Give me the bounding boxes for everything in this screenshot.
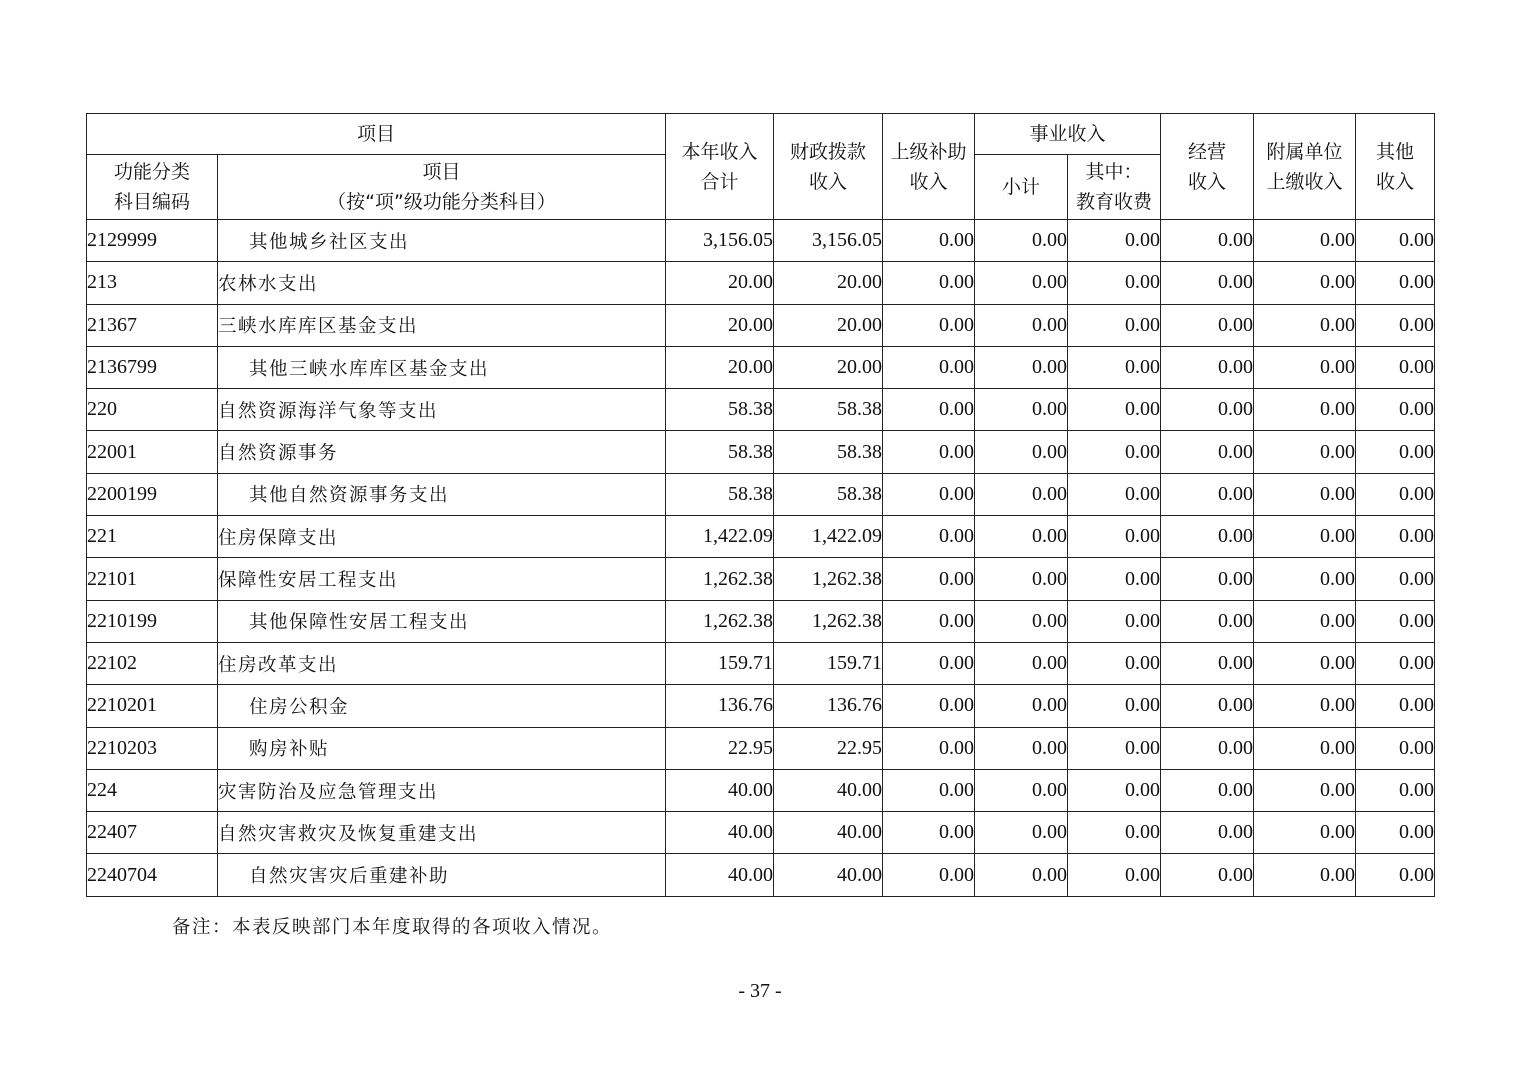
header-business: 事业收入 xyxy=(975,114,1161,155)
table-row xyxy=(87,431,1435,473)
row-name: 三峡水库库区基金支出 xyxy=(218,304,666,346)
row-value: 0.00 xyxy=(1068,854,1161,896)
row-value: 0.00 xyxy=(1161,769,1254,811)
row-name: 住房公积金 xyxy=(218,685,666,727)
row-value: 58.38 xyxy=(666,473,774,515)
row-value: 0.00 xyxy=(883,431,975,473)
row-value: 136.76 xyxy=(774,685,883,727)
row-value: 0.00 xyxy=(1356,346,1435,388)
row-value: 0.00 xyxy=(975,516,1068,558)
row-code: 22102 xyxy=(87,642,218,684)
row-value: 0.00 xyxy=(883,685,975,727)
row-value: 0.00 xyxy=(1068,600,1161,642)
row-value: 0.00 xyxy=(1254,220,1356,262)
row-name: 购房补贴 xyxy=(218,727,666,769)
row-value: 0.00 xyxy=(1356,389,1435,431)
row-value: 40.00 xyxy=(666,769,774,811)
table-row xyxy=(87,220,1435,262)
header-other: 其他 收入 xyxy=(1356,114,1435,220)
row-value: 0.00 xyxy=(1068,769,1161,811)
row-code: 22407 xyxy=(87,812,218,854)
row-value: 0.00 xyxy=(1254,642,1356,684)
row-code: 221 xyxy=(87,516,218,558)
row-value: 20.00 xyxy=(666,262,774,304)
row-value: 0.00 xyxy=(1254,600,1356,642)
row-value: 0.00 xyxy=(975,558,1068,600)
row-value: 0.00 xyxy=(975,685,1068,727)
row-value: 1,262.38 xyxy=(774,558,883,600)
table-row xyxy=(87,304,1435,346)
row-value: 20.00 xyxy=(774,262,883,304)
row-value: 0.00 xyxy=(1254,473,1356,515)
row-value: 0.00 xyxy=(1254,431,1356,473)
row-value: 0.00 xyxy=(1068,431,1161,473)
row-value: 0.00 xyxy=(1161,262,1254,304)
row-value: 40.00 xyxy=(666,854,774,896)
row-value: 0.00 xyxy=(1161,389,1254,431)
income-table xyxy=(86,113,1435,897)
row-value: 0.00 xyxy=(1068,812,1161,854)
row-value: 0.00 xyxy=(975,812,1068,854)
row-value: 0.00 xyxy=(1254,389,1356,431)
row-value: 0.00 xyxy=(975,304,1068,346)
row-code: 2210203 xyxy=(87,727,218,769)
header-fiscal: 财政拨款 收入 xyxy=(774,114,883,220)
row-value: 40.00 xyxy=(774,769,883,811)
row-value: 40.00 xyxy=(774,812,883,854)
row-code: 21367 xyxy=(87,304,218,346)
table-row xyxy=(87,262,1435,304)
row-value: 0.00 xyxy=(1161,346,1254,388)
row-value: 0.00 xyxy=(1161,558,1254,600)
row-value: 0.00 xyxy=(883,262,975,304)
row-value: 0.00 xyxy=(1068,516,1161,558)
row-value: 0.00 xyxy=(1254,727,1356,769)
row-value: 20.00 xyxy=(666,304,774,346)
row-name: 住房改革支出 xyxy=(218,642,666,684)
row-value: 0.00 xyxy=(1254,346,1356,388)
row-value: 0.00 xyxy=(883,389,975,431)
row-value: 0.00 xyxy=(883,600,975,642)
row-value: 3,156.05 xyxy=(774,220,883,262)
row-value: 0.00 xyxy=(1356,727,1435,769)
row-value: 0.00 xyxy=(1356,473,1435,515)
table-row xyxy=(87,558,1435,600)
row-value: 0.00 xyxy=(883,854,975,896)
row-value: 0.00 xyxy=(975,727,1068,769)
row-value: 0.00 xyxy=(883,220,975,262)
row-value: 1,262.38 xyxy=(666,558,774,600)
header-operating: 经营 收入 xyxy=(1161,114,1254,220)
row-value: 22.95 xyxy=(666,727,774,769)
table-row xyxy=(87,642,1435,684)
row-name: 其他自然资源事务支出 xyxy=(218,473,666,515)
row-value: 0.00 xyxy=(1356,262,1435,304)
row-value: 1,422.09 xyxy=(666,516,774,558)
table-row xyxy=(87,727,1435,769)
row-value: 0.00 xyxy=(1356,600,1435,642)
table-row xyxy=(87,854,1435,896)
row-value: 0.00 xyxy=(1068,642,1161,684)
header-subtotal: 小计 xyxy=(975,155,1068,220)
row-value: 0.00 xyxy=(1254,558,1356,600)
row-value: 0.00 xyxy=(1254,685,1356,727)
row-value: 0.00 xyxy=(1356,769,1435,811)
row-value: 0.00 xyxy=(1161,812,1254,854)
row-code: 22001 xyxy=(87,431,218,473)
row-value: 0.00 xyxy=(1254,262,1356,304)
row-value: 0.00 xyxy=(1356,304,1435,346)
table-row xyxy=(87,769,1435,811)
table-row xyxy=(87,389,1435,431)
row-value: 0.00 xyxy=(1356,685,1435,727)
row-value: 0.00 xyxy=(1161,854,1254,896)
row-value: 58.38 xyxy=(666,389,774,431)
header-education-fee: 其中： 教育收费 xyxy=(1068,155,1161,220)
row-code: 2240704 xyxy=(87,854,218,896)
row-code: 213 xyxy=(87,262,218,304)
row-value: 159.71 xyxy=(666,642,774,684)
row-value: 0.00 xyxy=(975,769,1068,811)
row-value: 0.00 xyxy=(975,431,1068,473)
row-value: 0.00 xyxy=(1161,473,1254,515)
row-value: 0.00 xyxy=(1254,516,1356,558)
row-name: 保障性安居工程支出 xyxy=(218,558,666,600)
header-superior: 上级补助 收入 xyxy=(883,114,975,220)
row-value: 58.38 xyxy=(666,431,774,473)
row-value: 0.00 xyxy=(1161,642,1254,684)
row-value: 0.00 xyxy=(975,389,1068,431)
row-value: 0.00 xyxy=(1068,346,1161,388)
row-value: 159.71 xyxy=(774,642,883,684)
header-item: 项目 xyxy=(87,114,666,155)
row-code: 2210199 xyxy=(87,600,218,642)
row-value: 0.00 xyxy=(1356,516,1435,558)
row-name: 自然资源事务 xyxy=(218,431,666,473)
row-code: 2210201 xyxy=(87,685,218,727)
row-value: 58.38 xyxy=(774,473,883,515)
row-value: 0.00 xyxy=(1068,727,1161,769)
row-value: 0.00 xyxy=(1254,769,1356,811)
footnote: 备注：本表反映部门本年度取得的各项收入情况。 xyxy=(172,917,613,938)
row-value: 0.00 xyxy=(1356,220,1435,262)
header-total: 本年收入 合计 xyxy=(666,114,774,220)
row-value: 0.00 xyxy=(1161,220,1254,262)
table-row xyxy=(87,812,1435,854)
row-value: 1,262.38 xyxy=(666,600,774,642)
header-name: 项目 （按“项”级功能分类科目） xyxy=(218,155,666,220)
row-value: 20.00 xyxy=(666,346,774,388)
row-value: 0.00 xyxy=(883,516,975,558)
row-value: 0.00 xyxy=(883,304,975,346)
row-value: 0.00 xyxy=(1254,304,1356,346)
row-value: 1,262.38 xyxy=(774,600,883,642)
row-code: 2129999 xyxy=(87,220,218,262)
header-affiliate: 附属单位 上缴收入 xyxy=(1254,114,1356,220)
row-name: 其他保障性安居工程支出 xyxy=(218,600,666,642)
row-value: 0.00 xyxy=(883,558,975,600)
row-code: 2136799 xyxy=(87,346,218,388)
row-value: 0.00 xyxy=(1161,304,1254,346)
row-code: 220 xyxy=(87,389,218,431)
row-value: 0.00 xyxy=(883,812,975,854)
row-value: 0.00 xyxy=(883,769,975,811)
row-value: 0.00 xyxy=(1356,431,1435,473)
row-value: 3,156.05 xyxy=(666,220,774,262)
row-value: 0.00 xyxy=(1068,304,1161,346)
row-value: 0.00 xyxy=(975,220,1068,262)
row-value: 0.00 xyxy=(1356,642,1435,684)
table-row xyxy=(87,516,1435,558)
row-name: 其他三峡水库库区基金支出 xyxy=(218,346,666,388)
table-body xyxy=(87,220,1435,897)
row-value: 0.00 xyxy=(1161,516,1254,558)
row-value: 20.00 xyxy=(774,346,883,388)
row-value: 0.00 xyxy=(883,642,975,684)
row-value: 0.00 xyxy=(1356,558,1435,600)
row-name: 灾害防治及应急管理支出 xyxy=(218,769,666,811)
row-value: 0.00 xyxy=(975,346,1068,388)
row-value: 136.76 xyxy=(666,685,774,727)
row-value: 0.00 xyxy=(883,473,975,515)
row-value: 0.00 xyxy=(883,727,975,769)
row-value: 0.00 xyxy=(975,854,1068,896)
row-code: 2200199 xyxy=(87,473,218,515)
row-value: 20.00 xyxy=(774,304,883,346)
row-value: 0.00 xyxy=(1161,727,1254,769)
row-value: 0.00 xyxy=(1161,600,1254,642)
row-value: 0.00 xyxy=(1161,685,1254,727)
row-value: 0.00 xyxy=(1254,854,1356,896)
row-name: 自然灾害灾后重建补助 xyxy=(218,854,666,896)
row-value: 0.00 xyxy=(1068,558,1161,600)
row-name: 住房保障支出 xyxy=(218,516,666,558)
row-name: 自然灾害救灾及恢复重建支出 xyxy=(218,812,666,854)
row-value: 0.00 xyxy=(1068,685,1161,727)
row-code: 22101 xyxy=(87,558,218,600)
row-value: 0.00 xyxy=(1068,220,1161,262)
header-code: 功能分类 科目编码 xyxy=(87,155,218,220)
row-value: 0.00 xyxy=(1254,812,1356,854)
row-value: 0.00 xyxy=(1068,473,1161,515)
table-row xyxy=(87,600,1435,642)
row-value: 0.00 xyxy=(1356,854,1435,896)
row-value: 0.00 xyxy=(1161,431,1254,473)
row-value: 0.00 xyxy=(1068,389,1161,431)
table-row xyxy=(87,685,1435,727)
row-name: 自然资源海洋气象等支出 xyxy=(218,389,666,431)
row-value: 0.00 xyxy=(975,262,1068,304)
page-number: - 37 - xyxy=(738,980,782,1002)
row-value: 58.38 xyxy=(774,389,883,431)
row-value: 0.00 xyxy=(883,346,975,388)
row-value: 22.95 xyxy=(774,727,883,769)
row-value: 1,422.09 xyxy=(774,516,883,558)
row-value: 0.00 xyxy=(1356,812,1435,854)
row-value: 40.00 xyxy=(774,854,883,896)
table-row xyxy=(87,473,1435,515)
row-value: 0.00 xyxy=(1068,262,1161,304)
row-value: 58.38 xyxy=(774,431,883,473)
row-value: 0.00 xyxy=(975,642,1068,684)
row-name: 其他城乡社区支出 xyxy=(218,220,666,262)
row-value: 0.00 xyxy=(975,600,1068,642)
table-row xyxy=(87,346,1435,388)
row-code: 224 xyxy=(87,769,218,811)
row-value: 40.00 xyxy=(666,812,774,854)
row-value: 0.00 xyxy=(975,473,1068,515)
row-name: 农林水支出 xyxy=(218,262,666,304)
